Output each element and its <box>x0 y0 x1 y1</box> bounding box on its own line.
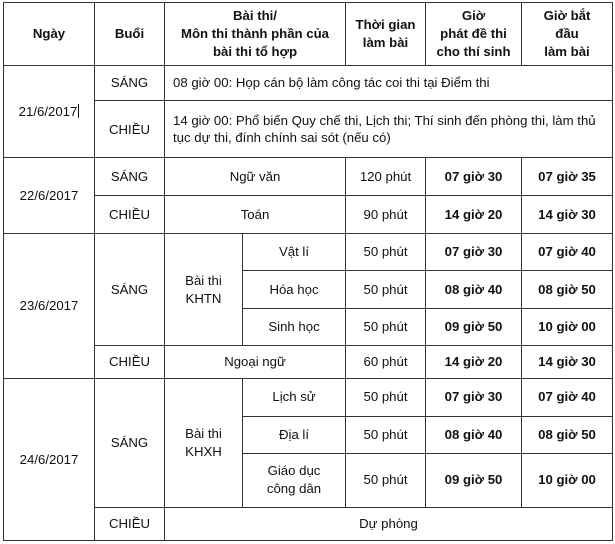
header-giobatdau-line3: làm bài <box>544 44 590 60</box>
start-time-cell: 07 giờ 35 <box>522 158 613 195</box>
session-cell: SÁNG <box>95 66 165 101</box>
date-cell: 23/6/2017 <box>4 234 95 379</box>
header-giobatdau-line2: đầu <box>555 26 579 42</box>
start-time-cell: 08 giờ 50 <box>522 416 613 453</box>
reserve-cell: Dự phòng <box>165 507 613 540</box>
duration-cell: 50 phút <box>346 308 426 345</box>
subject-cell: Ngoại ngữ <box>165 346 346 379</box>
subject-cell: Vật lí <box>243 234 346 271</box>
subject-cell: Địa lí <box>243 416 346 453</box>
start-time-cell: 08 giờ 50 <box>522 271 613 308</box>
exam-schedule-table <box>3 2 613 541</box>
table-row <box>4 507 613 540</box>
subject-cell: Ngữ văn <box>165 158 346 195</box>
subject-cell: Toán <box>165 195 346 233</box>
table-row <box>4 101 613 158</box>
session-cell: SÁNG <box>95 379 165 508</box>
table-row <box>4 66 613 101</box>
table-row <box>4 346 613 379</box>
duration-cell: 50 phút <box>346 453 426 507</box>
header-giophat-line1: Giờ <box>461 8 486 24</box>
handout-time-cell: 07 giờ 30 <box>426 158 522 195</box>
session-cell: CHIỀU <box>95 346 165 379</box>
duration-cell: 50 phút <box>346 379 426 416</box>
handout-time-cell: 08 giờ 40 <box>426 271 522 308</box>
start-time-cell: 14 giờ 30 <box>522 195 613 233</box>
header-thoigian-line1: Thời gian <box>355 17 416 33</box>
table-row <box>4 234 613 271</box>
subject-cell: Hóa học <box>243 271 346 308</box>
header-giophat <box>426 3 522 66</box>
note-cell: 14 giờ 00: Phổ biến Quy chế thi, Lịch thi; Thí sinh đến phòng thi, làm thủ tục dự thi, đính chính sai sót (nếu có) <box>165 101 613 158</box>
group-cell <box>165 379 243 508</box>
handout-time-cell: 14 giờ 20 <box>426 346 522 379</box>
date-cell: 22/6/2017 <box>4 158 95 234</box>
group-cell <box>165 234 243 346</box>
header-buoi: Buổi <box>95 3 165 66</box>
session-cell: CHIỀU <box>95 507 165 540</box>
start-time-cell: 07 giờ 40 <box>522 379 613 416</box>
header-giobatdau-line1: Giờ bắt <box>543 8 591 24</box>
duration-cell: 50 phút <box>346 271 426 308</box>
table-row <box>4 379 613 416</box>
header-baithi <box>165 3 346 66</box>
header-thoigian-line2: làm bài <box>362 35 409 51</box>
text-cursor-mark <box>78 104 79 118</box>
handout-time-cell: 09 giờ 50 <box>426 453 522 507</box>
handout-time-cell: 07 giờ 30 <box>426 234 522 271</box>
group-line2: KHXH <box>185 443 222 459</box>
subject-cell: Sinh học <box>243 308 346 345</box>
session-cell: CHIỀU <box>95 195 165 233</box>
group-line1: Bài thi <box>185 272 222 288</box>
header-giophat-line3: cho thí sinh <box>436 44 511 60</box>
subject-cell <box>243 453 346 507</box>
subject-line1: Giáo dục <box>267 463 321 479</box>
table-row <box>4 195 613 233</box>
duration-cell: 120 phút <box>346 158 426 195</box>
header-ngay: Ngày <box>4 3 95 66</box>
start-time-cell: 10 giờ 00 <box>522 453 613 507</box>
header-baithi-line2: Môn thi thành phần của <box>181 26 329 42</box>
date-cell <box>4 66 95 158</box>
handout-time-cell: 14 giờ 20 <box>426 195 522 233</box>
start-time-cell: 10 giờ 00 <box>522 308 613 345</box>
duration-cell: 60 phút <box>346 346 426 379</box>
header-baithi-line3: bài thi tổ hợp <box>212 44 298 60</box>
date-text: 21/6/2017 <box>18 103 78 119</box>
header-giobatdau <box>522 3 613 66</box>
group-line1: Bài thi <box>185 426 222 442</box>
start-time-cell: 14 giờ 30 <box>522 346 613 379</box>
subject-cell: Lịch sử <box>243 379 346 416</box>
duration-cell: 50 phút <box>346 416 426 453</box>
header-row <box>4 3 613 66</box>
header-giophat-line2: phát đề thi <box>440 26 507 42</box>
duration-cell: 50 phút <box>346 234 426 271</box>
subject-line2: công dân <box>266 481 322 497</box>
header-thoigian <box>346 3 426 66</box>
session-cell: CHIỀU <box>95 101 165 158</box>
handout-time-cell: 08 giờ 40 <box>426 416 522 453</box>
table-row <box>4 158 613 195</box>
date-cell: 24/6/2017 <box>4 379 95 541</box>
group-line2: KHTN <box>185 290 222 306</box>
session-cell: SÁNG <box>95 234 165 346</box>
handout-time-cell: 09 giờ 50 <box>426 308 522 345</box>
header-baithi-line1: Bài thi/ <box>233 8 277 24</box>
session-cell: SÁNG <box>95 158 165 195</box>
note-cell: 08 giờ 00: Họp cán bộ làm công tác coi thi tại Điểm thi <box>165 66 613 101</box>
duration-cell: 90 phút <box>346 195 426 233</box>
start-time-cell: 07 giờ 40 <box>522 234 613 271</box>
handout-time-cell: 07 giờ 30 <box>426 379 522 416</box>
